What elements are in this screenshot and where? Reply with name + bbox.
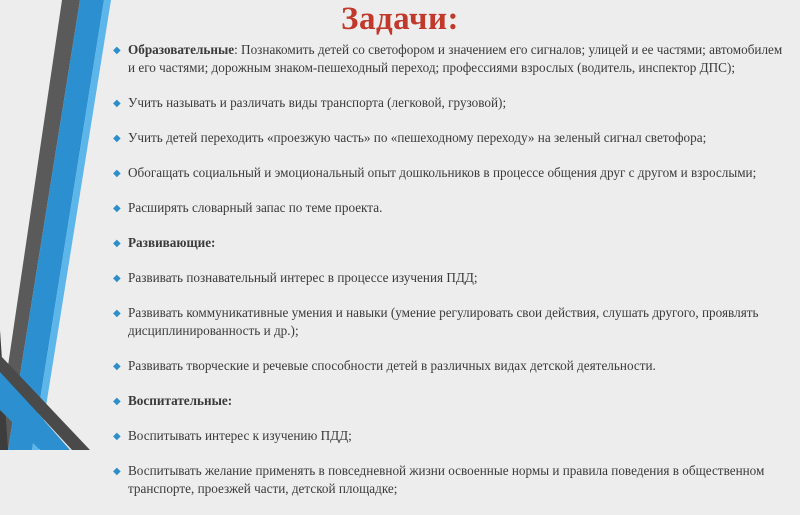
list-item <box>112 41 792 77</box>
list-item-text: Учить детей переходить «проезжую часть» по «пешеходному переходу» на зеленый сигнал светофора; <box>128 130 707 145</box>
diamond-bullet-icon: ◆ <box>113 168 121 179</box>
diamond-bullet-icon: ◆ <box>113 203 121 214</box>
list-item-text: Учить называть и различать виды транспорта (легковой, грузовой); <box>128 95 507 110</box>
list-item <box>112 129 792 147</box>
section-heading-text: Воспитательные: <box>128 393 233 408</box>
diamond-bullet-icon: ◆ <box>113 308 121 319</box>
list-item <box>112 304 792 340</box>
list-item <box>112 462 792 498</box>
diamond-bullet-icon: ◆ <box>113 98 121 109</box>
list-item <box>112 427 792 445</box>
diamond-bullet-icon: ◆ <box>113 273 121 284</box>
list-item <box>112 199 792 217</box>
section-heading <box>112 392 792 410</box>
list-item-text <box>128 42 782 75</box>
diamond-bullet-icon: ◆ <box>113 466 121 477</box>
diamond-bullet-icon: ◆ <box>113 45 121 56</box>
diamond-bullet-icon: ◆ <box>113 133 121 144</box>
diamond-bullet-icon: ◆ <box>113 361 121 372</box>
list-item <box>112 94 792 112</box>
list-item <box>112 164 792 182</box>
section-heading <box>112 234 792 252</box>
list-item-text: Развивать коммуникативные умения и навыки (умение регулировать свои действия, слушать другого, проявлять дисциплинированность и др.); <box>128 305 759 338</box>
slide-title: Задачи: <box>341 1 459 37</box>
list-item-text: Расширять словарный запас по теме проекта. <box>128 200 383 215</box>
list-item-body: : Познакомить детей со светофором и значением его сигналов; улицей и ее частями; автомобилем и его частями; дорожным знаком-пешеходный переход; профессиями взрослых (водитель, инспектор ДПС); <box>128 42 783 75</box>
list-item-text: Развивать познавательный интерес в процессе изучения ПДД; <box>128 270 478 285</box>
list-item <box>112 357 792 375</box>
section-heading-text: Развивающие: <box>128 235 216 250</box>
diamond-bullet-icon: ◆ <box>113 396 121 407</box>
list-item <box>112 269 792 287</box>
diamond-bullet-icon: ◆ <box>113 238 121 249</box>
diamond-bullet-icon: ◆ <box>113 431 121 442</box>
list-item-text: Развивать творческие и речевые способности детей в различных видах детской деятельности. <box>128 358 656 373</box>
list-item-text: Воспитывать интерес к изучению ПДД; <box>128 428 352 443</box>
list-item-text: Обогащать социальный и эмоциональный опыт дошкольников в процессе общения друг с другом и взрослыми; <box>128 165 757 180</box>
category-label: Образовательные <box>128 42 235 57</box>
tasks-list <box>112 41 792 515</box>
list-item-text: Воспитывать желание применять в повседневной жизни освоенные нормы и правила поведения в общественном транспорте, проезжей части, детской площадке; <box>128 463 765 496</box>
